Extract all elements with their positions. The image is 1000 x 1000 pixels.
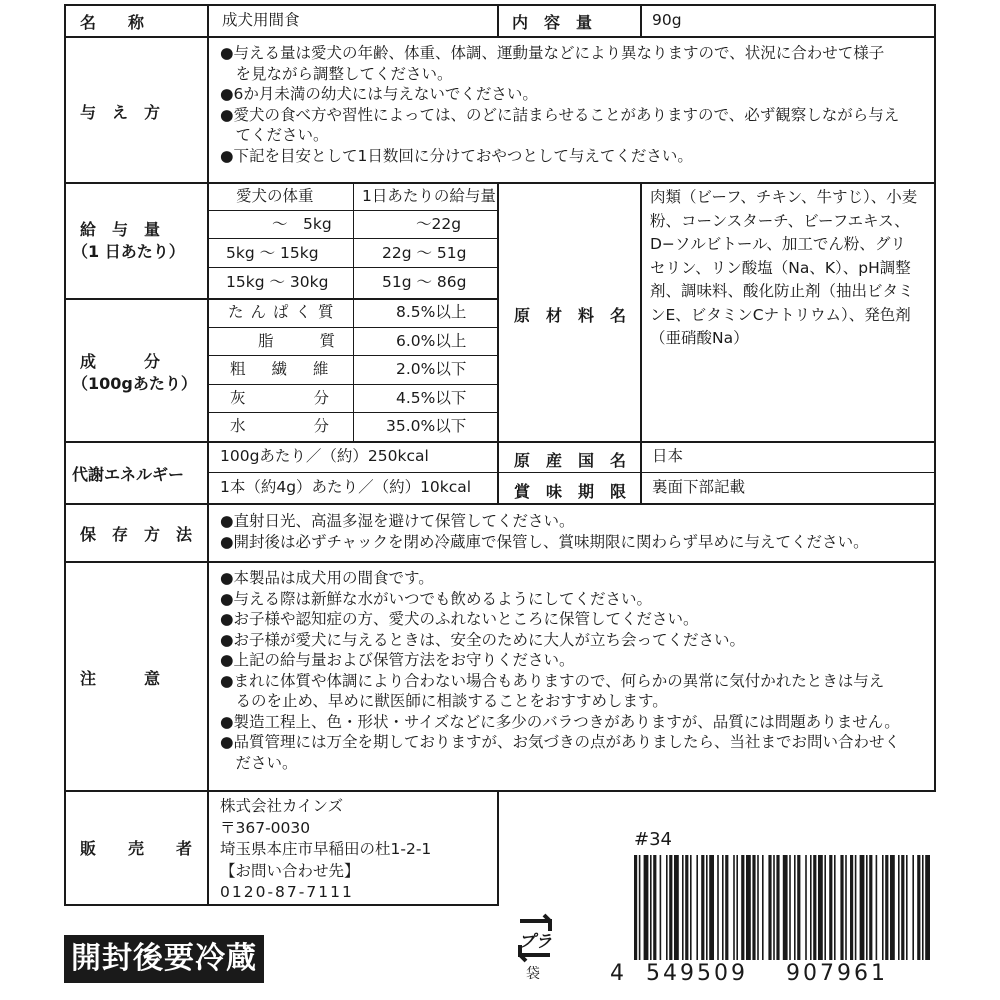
storage-text bbox=[220, 511, 932, 552]
expiry-value: 裏面下部記載 bbox=[652, 478, 746, 496]
barcode-bar bbox=[666, 855, 668, 960]
ingredients-label: 原 材 料 名 bbox=[514, 306, 627, 325]
component-value: 35.0%以下 bbox=[386, 417, 467, 435]
barcode-bar bbox=[805, 855, 807, 960]
energy-per-100g: 100gあたり／（約）250kcal bbox=[220, 447, 429, 465]
barcode-bar bbox=[860, 855, 865, 960]
seller-text bbox=[220, 796, 496, 904]
barcode-bar bbox=[783, 855, 788, 960]
barcode-bar bbox=[840, 855, 843, 960]
barcode-bar bbox=[866, 855, 868, 960]
caution-line: ●上記の給与量および保管方法をお守りください。 bbox=[220, 651, 575, 669]
caution-line: るのを止め、早めに獣医師に相談することをおすすめします。 bbox=[220, 692, 668, 710]
seller-contact-heading: 【お問い合わせ先】 bbox=[220, 861, 360, 880]
feeding-line: てください。 bbox=[220, 126, 329, 144]
barcode-bar bbox=[845, 855, 847, 960]
barcode-bar bbox=[757, 855, 759, 960]
ingredients-line: ンE、ビタミンCナトリウム）、発色剤 bbox=[650, 305, 911, 324]
refrigerate-badge: 開封後要冷蔵 bbox=[64, 935, 264, 983]
barcode-bar bbox=[634, 855, 637, 960]
barcode-tag: #34 bbox=[634, 829, 672, 850]
barcode-bar bbox=[653, 855, 656, 960]
barcode-bar bbox=[917, 855, 920, 960]
amount-header-amount: 1日あたりの給与量 bbox=[362, 187, 496, 205]
amount-row-weight: 5kg 〜 15kg bbox=[226, 244, 319, 262]
component-name: 粗繊維 bbox=[230, 360, 355, 378]
barcode-bar bbox=[834, 855, 836, 960]
components-label: 成 分 bbox=[80, 352, 161, 371]
barcode-bar bbox=[906, 855, 908, 960]
barcode-bar bbox=[768, 855, 771, 960]
amount-header-weight: 愛犬の体重 bbox=[236, 187, 314, 205]
barcode-bar bbox=[736, 855, 738, 960]
recycle-caption: 袋 bbox=[526, 966, 540, 982]
feeding-label: 与 え 方 bbox=[80, 103, 161, 122]
barcode-bar bbox=[912, 855, 914, 960]
name-label: 名 称 bbox=[80, 13, 145, 32]
barcode-bar bbox=[752, 855, 755, 960]
ingredients-line: 肉類（ビーフ、チキン、牛すじ）、小麦 bbox=[650, 188, 918, 206]
caution-line: ●品質管理には万全を期しておりますが、お気づきの点がありましたら、当社までお問い合わせく bbox=[220, 733, 901, 751]
seller-postcode: 〒367-0030 bbox=[220, 818, 311, 837]
feeding-line: ●下記を目安として1日数回に分けておやつとして与えてください。 bbox=[220, 146, 693, 165]
barcode-bar bbox=[890, 855, 895, 960]
barcode-bar bbox=[773, 855, 775, 960]
barcode-bar bbox=[696, 855, 698, 960]
barcode-bar bbox=[901, 855, 904, 960]
content-label: 内 容 量 bbox=[512, 13, 593, 32]
feeding-text bbox=[220, 43, 932, 166]
barcode-bar bbox=[794, 855, 796, 960]
barcode-bar bbox=[709, 855, 714, 960]
amount-row-grams: 51g 〜 86g bbox=[382, 273, 467, 291]
caution-line: ●まれに体質や体調により合わない場合もありますので、何らかの異常に気付かれたときは与え bbox=[220, 671, 885, 690]
feeding-line: ●与える量は愛犬の年齢、体重、体調、運動量などにより異なりますので、状況に合わせて様子 bbox=[220, 44, 885, 62]
barcode-digits-right: 907961 bbox=[786, 961, 888, 986]
barcode-bar bbox=[746, 855, 751, 960]
barcode-bar bbox=[674, 855, 679, 960]
barcode-bar bbox=[741, 855, 744, 960]
barcode-bar bbox=[717, 855, 719, 960]
component-name: たんぱく質 bbox=[228, 303, 341, 321]
ingredients-line: セリン、リン酸塩（Na、K）、pH調整 bbox=[650, 258, 911, 277]
caution-line: ださい。 bbox=[220, 753, 298, 772]
name-value: 成犬用間食 bbox=[222, 11, 300, 29]
barcode-bar bbox=[869, 855, 872, 960]
amount-label: 給 与 量 bbox=[80, 220, 161, 239]
component-value: 4.5%以下 bbox=[396, 389, 467, 407]
component-value: 8.5%以上 bbox=[396, 303, 467, 321]
amount-row-grams: 22g 〜 51g bbox=[382, 244, 467, 262]
barcode-bar bbox=[789, 855, 791, 960]
barcode-bar bbox=[922, 855, 924, 960]
amount-row-weight: 〜 5kg bbox=[272, 215, 332, 233]
barcode-bar bbox=[797, 855, 800, 960]
ingredients-line: （亜硝酸Na） bbox=[650, 329, 749, 347]
feeding-line: を見ながら調整してください。 bbox=[220, 64, 453, 83]
seller-phone: 0120-87-7111 bbox=[220, 883, 354, 901]
barcode-bar bbox=[850, 855, 853, 960]
storage-line: ●開封後は必ずチャックを閉め冷蔵庫で保管し、賞味期限に関わらず早めに与えてください。 bbox=[220, 532, 869, 551]
energy-per-piece: 1本（約4g）あたり／（約）10kcal bbox=[220, 478, 472, 496]
barcode-bar bbox=[882, 855, 884, 960]
barcode-bar bbox=[669, 855, 672, 960]
barcode-bar bbox=[898, 855, 900, 960]
barcode-bar bbox=[725, 855, 728, 960]
barcode-bar bbox=[706, 855, 708, 960]
barcode-bar bbox=[855, 855, 857, 960]
barcode-bar bbox=[650, 855, 652, 960]
storage-label: 保 存 方 法 bbox=[80, 525, 193, 544]
component-value: 6.0%以上 bbox=[396, 332, 467, 350]
barcode-bar bbox=[876, 855, 878, 960]
barcode-icon bbox=[630, 855, 930, 965]
amount-row-weight: 15kg 〜 30kg bbox=[226, 273, 329, 291]
ingredients-line: 剤、調味料、酸化防止剤（抽出ビタミ bbox=[650, 282, 914, 300]
barcode-bar bbox=[885, 855, 888, 960]
barcode-bar bbox=[701, 855, 704, 960]
ingredients-line: D−ソルビトール、加工でん粉、グリ bbox=[650, 235, 906, 253]
ingredients-line: 粉、コーンスターチ、ビーフエキス、 bbox=[650, 211, 910, 230]
seller-address: 埼玉県本庄市早稲田の杜1-2-1 bbox=[220, 840, 432, 858]
barcode-bar bbox=[824, 855, 826, 960]
barcode-bar bbox=[813, 855, 816, 960]
barcode-bar bbox=[690, 855, 692, 960]
caution-label: 注 意 bbox=[80, 669, 161, 688]
caution-line: ●製造工程上、色・形状・サイズなどに多少のバラつきがありますが、品質には問題ありません。 bbox=[220, 712, 900, 731]
component-name: 水分 bbox=[230, 417, 398, 435]
barcode-bar bbox=[660, 855, 662, 960]
energy-label: 代謝エネルギー bbox=[72, 465, 185, 484]
barcode-bar bbox=[762, 855, 764, 960]
storage-line: ●直射日光、高温多湿を避けて保管してください。 bbox=[220, 512, 575, 530]
barcode-bar bbox=[644, 855, 649, 960]
caution-line: ●お子様が愛犬に与えるときは、安全のために大人が立ち会ってください。 bbox=[220, 630, 746, 649]
amount-row-grams: 〜22g bbox=[416, 215, 462, 233]
barcode-bar bbox=[776, 855, 779, 960]
origin-label: 原 産 国 名 bbox=[514, 451, 627, 470]
caution-line: ●お子様や認知症の方、愛犬のふれないところに保管してください。 bbox=[220, 610, 699, 628]
barcode-digit-first: 4 bbox=[610, 961, 624, 986]
components-sublabel: （100gあたり） bbox=[72, 374, 197, 393]
amount-sublabel: （1 日あたり） bbox=[72, 242, 185, 261]
component-name: 脂質 bbox=[258, 332, 382, 350]
feeding-line: ●愛犬の食べ方や習性によっては、のどに詰まらせることがありますので、必ず観察しながら与え bbox=[220, 105, 900, 124]
caution-text bbox=[220, 568, 932, 773]
barcode-bar bbox=[639, 855, 641, 960]
recycle-icon bbox=[510, 913, 560, 963]
barcode-bar bbox=[733, 855, 735, 960]
seller-company: 株式会社カインズ bbox=[220, 797, 344, 815]
component-value: 2.0%以下 bbox=[396, 360, 467, 378]
barcode-bar bbox=[818, 855, 823, 960]
expiry-label: 賞 味 期 限 bbox=[514, 482, 627, 501]
caution-line: ●本製品は成犬用の間食です。 bbox=[220, 569, 434, 587]
barcode-bar bbox=[810, 855, 812, 960]
seller-label: 販 売 者 bbox=[80, 839, 193, 858]
barcode-bar bbox=[925, 855, 930, 960]
barcode-digits-left: 549509 bbox=[646, 961, 748, 986]
barcode-bar bbox=[722, 855, 724, 960]
barcode-bar bbox=[685, 855, 688, 960]
caution-line: ●与える際は新鮮な水がいつでも飲めるようにしてください。 bbox=[220, 589, 653, 608]
recycle-mark-text: プラ bbox=[518, 932, 552, 952]
origin-value: 日本 bbox=[652, 447, 684, 465]
barcode-bar bbox=[682, 855, 684, 960]
feeding-line: ●6か月未満の幼犬には与えないでください。 bbox=[220, 85, 538, 103]
ingredients-text bbox=[650, 186, 932, 351]
content-value: 90g bbox=[652, 11, 682, 29]
barcode-bar bbox=[829, 855, 832, 960]
component-name: 灰分 bbox=[230, 389, 398, 407]
